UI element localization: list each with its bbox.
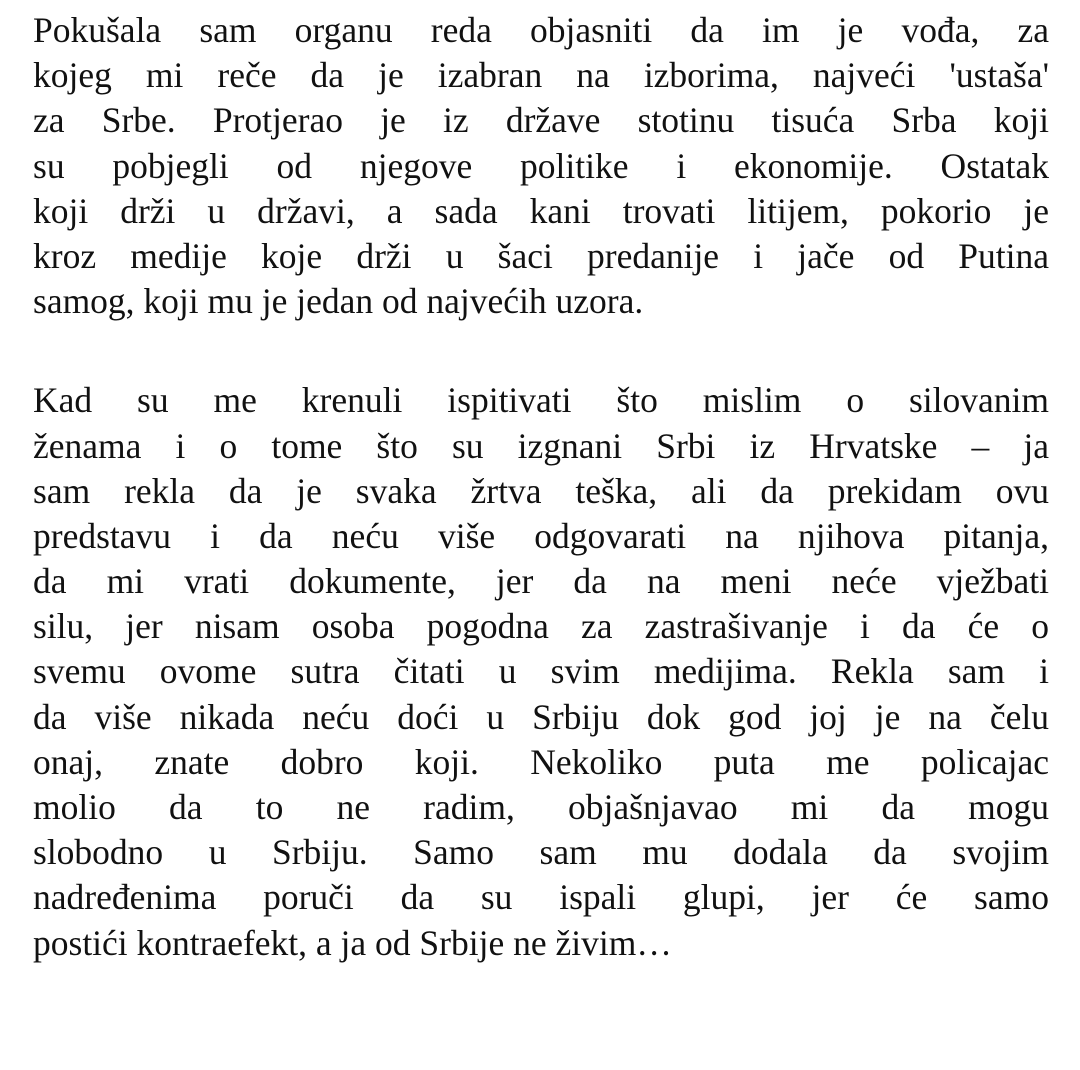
text-line: onaj, znate dobro koji. Nekoliko puta me policajac (33, 741, 1049, 782)
text-line: slobodno u Srbiju. Samo sam mu dodala da svojim (33, 832, 1049, 873)
paragraph-spacer (33, 324, 1049, 378)
text-line: postići kontraefekt, a ja od Srbije ne živim… (33, 922, 672, 963)
text-line: samog, koji mu je jedan od najvećih uzora. (33, 281, 644, 322)
text-line: svemu ovome sutra čitati u svim medijima. Rekla sam i (33, 651, 1049, 692)
text-line: su pobjegli od njegove politike i ekonomije. Ostatak (33, 145, 1049, 186)
document-page (33, 8, 1049, 966)
paragraph-2 (33, 378, 1049, 965)
paragraph-1 (33, 8, 1049, 324)
text-line: kojeg mi reče da je izabran na izborima, najveći 'ustaša' (33, 55, 1049, 96)
text-line: Pokušala sam organu reda objasniti da im je vođa, za (33, 10, 1049, 50)
text-line: predstavu i da neću više odgovarati na njihova pitanja, (33, 515, 1049, 556)
text-line: Kad su me krenuli ispitivati što mislim o silovanim (33, 380, 1049, 421)
text-line: nadređenima poruči da su ispali glupi, jer će samo (33, 877, 1049, 918)
text-line: silu, jer nisam osoba pogodna za zastrašivanje i da će o (33, 606, 1049, 647)
text-line: za Srbe. Protjerao je iz države stotinu tisuća Srba koji (33, 100, 1049, 141)
text-line: molio da to ne radim, objašnjavao mi da mogu (33, 787, 1049, 827)
text-line: kroz medije koje drži u šaci predanije i jače od Putina (33, 235, 1049, 276)
text-line: koji drži u državi, a sada kani trovati litijem, pokorio je (33, 190, 1049, 231)
text-line: da mi vrati dokumente, jer da na meni neće vježbati (33, 561, 1049, 602)
text-line: da više nikada neću doći u Srbiju dok god joj je na čelu (33, 696, 1049, 737)
text-line: ženama i o tome što su izgnani Srbi iz Hrvatske – ja (33, 425, 1049, 466)
text-line: sam rekla da je svaka žrtva teška, ali da prekidam ovu (33, 470, 1049, 511)
